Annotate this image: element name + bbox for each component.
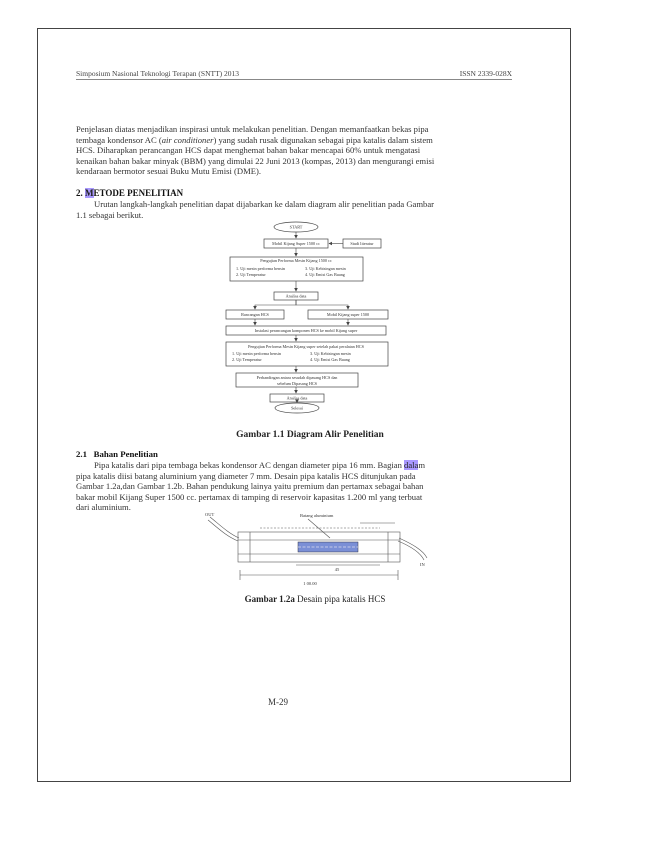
intro-line: HCS. Diharapkan perancangan HCS dapat menghemat bahan bakar mencapai 60% untuk mengatasi (76, 145, 421, 156)
flow-node-5-label: Instalasi perancangan komponen HCS ke mobil Kijang super (254, 328, 358, 333)
figure-caption-2: Gambar 1.2a Desain pipa katalis HCS (244, 594, 386, 604)
flow-node-4l-label: Rancangan HCS (241, 312, 269, 317)
label-out: OUT (205, 512, 215, 517)
para-line: bakar mobil Kijang Super 1500 cc. pertamax di tamping di reservoir kapasitas 1.200 ml yang terbuat (76, 491, 423, 502)
flow-node-6-item: 2. Uji Temperatur (232, 357, 262, 362)
flow-node-2-item: 1. Uji mesin performa bensin (236, 266, 285, 271)
highlight: dala (404, 460, 419, 470)
dim-bottom: 1 00.00 (303, 581, 317, 586)
flow-node-7-label: sebelum Dipasang HCS (276, 381, 318, 386)
flow-node-2-title: Pengujian Performa Mesin Kijang 1500 cc (260, 258, 332, 263)
flow-node-6-item: 4. Uji Emisi Gas Buang (310, 357, 350, 362)
page-number: M-29 (268, 697, 288, 707)
flow-node-6-title: Pengujian Performa Mesin Kijang super setelah pakai peralatan HCS (248, 344, 364, 349)
flow-node-3-label: Analisa data (285, 293, 307, 299)
label-aluminium: Batang aluminium (300, 513, 334, 518)
dim-mid: 45 (334, 567, 340, 572)
section-heading: 2. METODE PENELITIAN (76, 188, 184, 198)
para-line: Gambar 1.2a,dan Gambar 1.2b. Bahan pendukung lainya yaitu premium dan pertamax sebagai bahan (76, 481, 424, 492)
flow-node-4r-label: Mobil Kijang super 1500 (326, 312, 370, 317)
intro-line: tembaga kondensor AC (air conditioner) yang sudah rusak digunakan sebagai pipa katalis dalam sistem (76, 134, 433, 145)
flow-node-1-label: Mobil Kijang Super 1500 cc (272, 241, 320, 246)
flow-node-side-label: Studi literatur (350, 241, 374, 246)
materials-paragraph: Pipa katalis dari pipa tembaga bekas kondensor AC dengan diameter pipa 16 mm. Bagian dalam pipa katalis diisi batang aluminium yang diameter 7 mm. Desain pipa katalis HCS ditunjukan pada Gambar 1.2a,dan Gambar 1.2b. Bahan pendukung lainya yaitu premium dan pertamax sebagai bahan bakar mobil Kijang Super 1500 cc. pertamax di tamping di reservoir kapasitas 1.200 ml yang terbuat dari aluminium. (76, 460, 512, 513)
header-right: ISSN 2339-028X (459, 69, 512, 78)
para-line: pipa katalis diisi batang aluminium yang diameter 7 mm. Desain pipa katalis HCS ditunjukan pada (76, 470, 416, 481)
para-line: dari aluminium. (76, 502, 131, 513)
intro-line: Penjelasan diatas menjadikan inspirasi untuk melakukan penelitian. Dengan memanfaatkan bekas pipa (76, 124, 429, 134)
highlight: M (85, 188, 94, 198)
figure-caption-1: Gambar 1.1 Diagram Alir Penelitian (236, 430, 384, 440)
label-in: IN (420, 562, 425, 567)
section-intro: Urutan langkah-langkah penelitian dapat dijabarkan ke dalam diagram alir penelitian pada Gambar 1.1 sebagai berikut. (76, 199, 435, 220)
flow-node-6-item: 3. Uji Kebisingan mesin (310, 351, 351, 356)
intro-line: kenaikan bahan bakar minyak (BBM) yang dimulai 22 Juni 2013 (kompas, 2013) dan mengurangi emisi (76, 155, 435, 166)
flow-node-8-label: Analisa data (286, 395, 308, 401)
flow-start-label: START (289, 224, 303, 230)
flow-node-6-item: 1. Uji mesin performa bensin (232, 351, 281, 356)
subsection-heading: 2.1 Bahan Penelitian (76, 449, 158, 459)
flow-node-7-label: Perbandingan antara sesudah dipasang HCS dan (256, 375, 338, 380)
flow-node-2-item: 2. Uji Temperatur (236, 272, 266, 277)
flow-node-2-item: 3. Uji Kebisingan mesin (305, 266, 346, 271)
flowchart (0, 0, 650, 420)
flow-node-2-item: 4. Uji Emisi Gas Buang (305, 272, 345, 277)
intro-line: kendaraan bermotor sesuai Buku Mutu Emisi (DME). (76, 166, 261, 177)
flow-end-label: Selesai (291, 405, 303, 411)
header-left: Simposium Nasional Teknologi Terapan (SNTT) 2013 (76, 69, 240, 78)
